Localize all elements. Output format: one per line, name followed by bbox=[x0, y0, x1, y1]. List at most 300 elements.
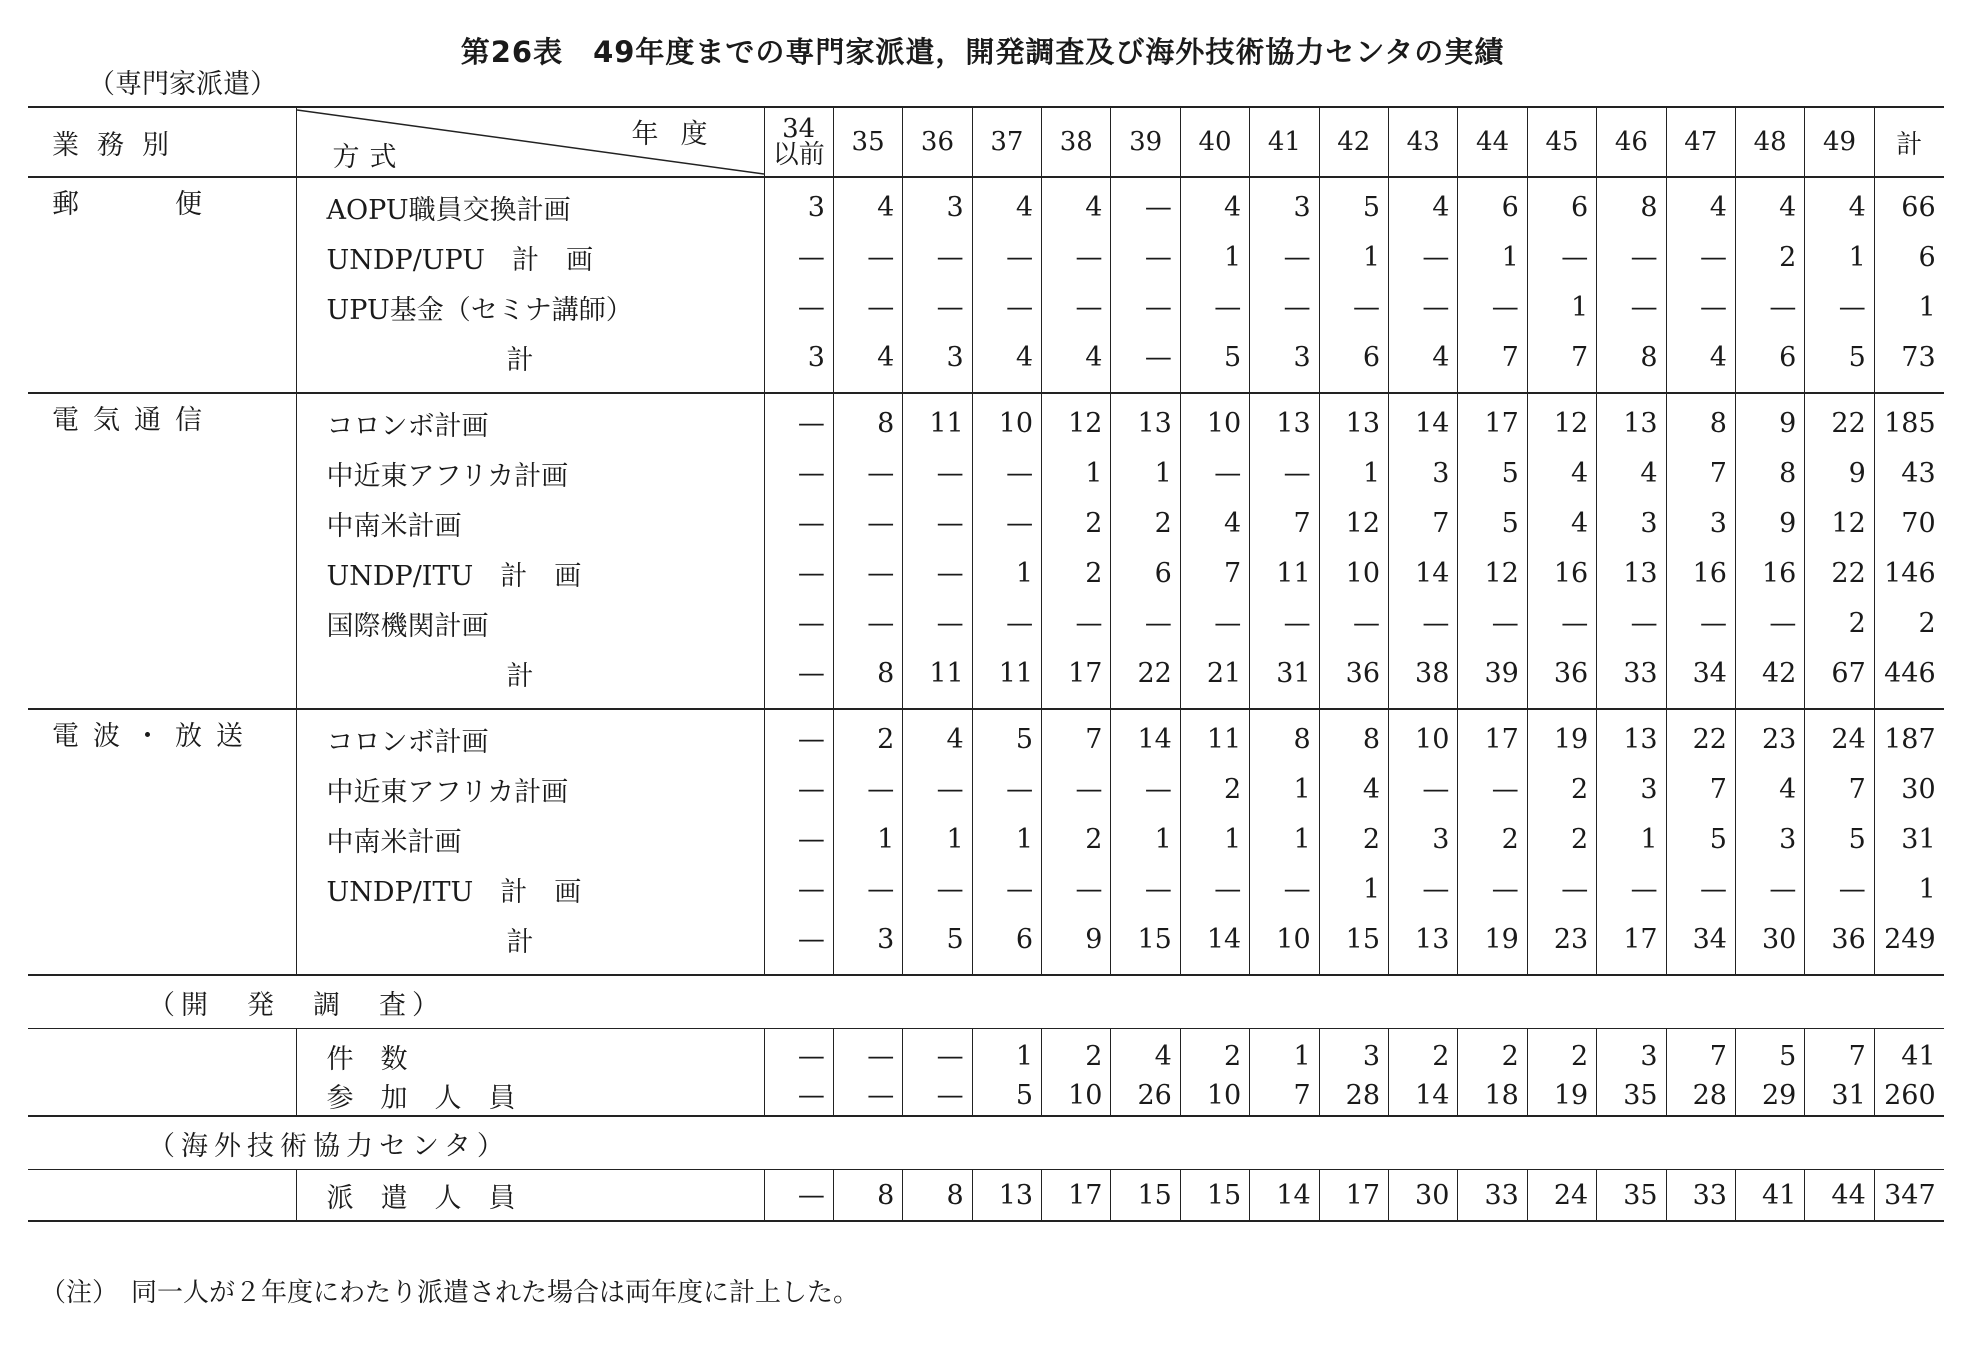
value-cell: 28 bbox=[1666, 1076, 1735, 1116]
value-cell: — bbox=[1042, 282, 1111, 332]
header-diagonal-cell bbox=[296, 107, 764, 177]
value-cell: — bbox=[903, 1029, 972, 1077]
value-cell: — bbox=[1527, 864, 1596, 914]
value-cell: — bbox=[764, 393, 833, 448]
table-row bbox=[28, 864, 1944, 914]
value-cell: — bbox=[764, 1076, 833, 1116]
value-cell: 5 bbox=[903, 914, 972, 975]
header-method-label: 方式 bbox=[332, 142, 407, 173]
section-row-center bbox=[28, 1116, 1944, 1170]
value-cell: 3 bbox=[764, 332, 833, 393]
value-cell: 21 bbox=[1180, 648, 1249, 709]
value-cell: 4 bbox=[1735, 177, 1804, 232]
value-cell: 13 bbox=[1389, 914, 1458, 975]
value-cell: 1 bbox=[1319, 232, 1388, 282]
subtotal-label: 計 bbox=[296, 332, 764, 393]
footnote: （注） 同一人が２年度にわたり派遣された場合は両年度に計上した。 bbox=[40, 1278, 860, 1308]
value-cell: 1 bbox=[1111, 448, 1180, 498]
value-cell: 4 bbox=[1666, 177, 1735, 232]
value-cell: 8 bbox=[1666, 393, 1735, 448]
value-cell: 2 bbox=[1458, 814, 1527, 864]
value-cell: 42 bbox=[1735, 648, 1804, 709]
value-cell: — bbox=[903, 448, 972, 498]
value-cell: — bbox=[764, 232, 833, 282]
value-cell: — bbox=[1597, 598, 1666, 648]
value-cell: — bbox=[972, 764, 1041, 814]
value-cell: 6 bbox=[1527, 177, 1596, 232]
method-cell: 中近東アフリカ計画 bbox=[296, 448, 764, 498]
value-cell: — bbox=[1180, 282, 1249, 332]
value-cell: 35 bbox=[1597, 1076, 1666, 1116]
subtotal-label: 計 bbox=[296, 914, 764, 975]
method-cell: 派 遣 人 員 bbox=[296, 1170, 764, 1222]
total-cell: 446 bbox=[1874, 648, 1943, 709]
value-cell: 5 bbox=[1458, 498, 1527, 548]
value-cell: 3 bbox=[1666, 498, 1735, 548]
method-cell: 参 加 人 員 bbox=[296, 1076, 764, 1116]
value-cell: — bbox=[833, 448, 902, 498]
value-cell: 33 bbox=[1458, 1170, 1527, 1222]
header-year: 43 bbox=[1389, 107, 1458, 177]
value-cell: 12 bbox=[1458, 548, 1527, 598]
method-cell: 中近東アフリカ計画 bbox=[296, 764, 764, 814]
value-cell: 1 bbox=[1319, 864, 1388, 914]
value-cell: 30 bbox=[1389, 1170, 1458, 1222]
value-cell: 1 bbox=[1180, 814, 1249, 864]
value-cell: 6 bbox=[1458, 177, 1527, 232]
value-cell: — bbox=[1597, 282, 1666, 332]
header-category: 業務別 bbox=[28, 107, 296, 177]
value-cell: 8 bbox=[833, 648, 902, 709]
value-cell: 14 bbox=[1111, 709, 1180, 764]
section-row-development bbox=[28, 975, 1944, 1029]
total-cell: 70 bbox=[1874, 498, 1943, 548]
value-cell: — bbox=[1458, 864, 1527, 914]
total-cell: 30 bbox=[1874, 764, 1943, 814]
method-cell: UNDP/ITU 計 画 bbox=[296, 864, 764, 914]
value-cell: — bbox=[1042, 598, 1111, 648]
value-cell: — bbox=[1458, 598, 1527, 648]
value-cell: 22 bbox=[1666, 709, 1735, 764]
value-cell: 11 bbox=[1180, 709, 1249, 764]
value-cell: 31 bbox=[1250, 648, 1319, 709]
value-cell: 10 bbox=[1042, 1076, 1111, 1116]
value-cell: 9 bbox=[1735, 498, 1804, 548]
value-cell: 5 bbox=[1458, 448, 1527, 498]
header-year: 47 bbox=[1666, 107, 1735, 177]
value-cell: — bbox=[1389, 232, 1458, 282]
value-cell: 17 bbox=[1042, 1170, 1111, 1222]
value-cell: 4 bbox=[972, 177, 1041, 232]
value-cell: 5 bbox=[1180, 332, 1249, 393]
value-cell: — bbox=[833, 282, 902, 332]
value-cell: 7 bbox=[1458, 332, 1527, 393]
value-cell: 1 bbox=[833, 814, 902, 864]
value-cell: 11 bbox=[1250, 548, 1319, 598]
value-cell: — bbox=[833, 548, 902, 598]
value-cell: — bbox=[903, 598, 972, 648]
value-cell: — bbox=[1389, 598, 1458, 648]
header-year: 36 bbox=[903, 107, 972, 177]
value-cell: 7 bbox=[1805, 1029, 1874, 1077]
method-cell: 件 数 bbox=[296, 1029, 764, 1077]
value-cell: 4 bbox=[1180, 498, 1249, 548]
value-cell: 1 bbox=[1042, 448, 1111, 498]
value-cell: 4 bbox=[1527, 498, 1596, 548]
value-cell: — bbox=[903, 1076, 972, 1116]
value-cell: 4 bbox=[1111, 1029, 1180, 1077]
value-cell: — bbox=[972, 598, 1041, 648]
total-cell: 2 bbox=[1874, 598, 1943, 648]
value-cell: 9 bbox=[1042, 914, 1111, 975]
table-row bbox=[28, 764, 1944, 814]
value-cell: 4 bbox=[903, 709, 972, 764]
value-cell: 15 bbox=[1180, 1170, 1249, 1222]
value-cell: 19 bbox=[1527, 709, 1596, 764]
table-row bbox=[28, 648, 1944, 709]
value-cell: — bbox=[764, 914, 833, 975]
value-cell: 4 bbox=[1042, 177, 1111, 232]
value-cell: 347 bbox=[1874, 1170, 1943, 1222]
value-cell: 18 bbox=[1458, 1076, 1527, 1116]
value-cell: 13 bbox=[1111, 393, 1180, 448]
value-cell: — bbox=[833, 232, 902, 282]
value-cell: 8 bbox=[833, 393, 902, 448]
value-cell: — bbox=[764, 814, 833, 864]
value-cell: 14 bbox=[1389, 393, 1458, 448]
value-cell: 41 bbox=[1874, 1029, 1943, 1077]
table-row bbox=[28, 332, 1944, 393]
total-cell: 146 bbox=[1874, 548, 1943, 598]
value-cell: 12 bbox=[1527, 393, 1596, 448]
value-cell: 17 bbox=[1458, 393, 1527, 448]
value-cell: 5 bbox=[972, 709, 1041, 764]
value-cell: — bbox=[972, 864, 1041, 914]
value-cell: — bbox=[903, 864, 972, 914]
header-year: 35 bbox=[833, 107, 902, 177]
value-cell: 39 bbox=[1458, 648, 1527, 709]
value-cell: 30 bbox=[1735, 914, 1804, 975]
value-cell: 2 bbox=[1180, 1029, 1249, 1077]
value-cell: 2 bbox=[1042, 498, 1111, 548]
method-cell: UPU基金（セミナ講師） bbox=[296, 282, 764, 332]
table-row bbox=[28, 393, 1944, 448]
value-cell: — bbox=[1389, 864, 1458, 914]
value-cell: 8 bbox=[833, 1170, 902, 1222]
value-cell: 2 bbox=[833, 709, 902, 764]
value-cell: 3 bbox=[1389, 814, 1458, 864]
value-cell: 3 bbox=[1250, 332, 1319, 393]
value-cell: — bbox=[1597, 232, 1666, 282]
method-cell: UNDP/UPU 計 画 bbox=[296, 232, 764, 282]
header-year: 49 bbox=[1805, 107, 1874, 177]
total-cell: 1 bbox=[1874, 864, 1943, 914]
value-cell: 2 bbox=[1527, 764, 1596, 814]
value-cell: 1 bbox=[1458, 232, 1527, 282]
value-cell: 23 bbox=[1735, 709, 1804, 764]
value-cell: 15 bbox=[1319, 914, 1388, 975]
method-cell: コロンボ計画 bbox=[296, 393, 764, 448]
value-cell: — bbox=[833, 1076, 902, 1116]
value-cell: — bbox=[1111, 332, 1180, 393]
value-cell: — bbox=[972, 232, 1041, 282]
value-cell: 1 bbox=[1250, 814, 1319, 864]
category-cell-empty bbox=[28, 1170, 296, 1222]
value-cell: 34 bbox=[1666, 648, 1735, 709]
value-cell: — bbox=[1319, 282, 1388, 332]
value-cell: 16 bbox=[1527, 548, 1596, 598]
value-cell: 4 bbox=[1597, 448, 1666, 498]
value-cell: 1 bbox=[1805, 232, 1874, 282]
table-row bbox=[28, 282, 1944, 332]
table-row bbox=[28, 1029, 1944, 1077]
value-cell: — bbox=[1527, 232, 1596, 282]
value-cell: 3 bbox=[833, 914, 902, 975]
value-cell: — bbox=[1389, 764, 1458, 814]
value-cell: — bbox=[1527, 598, 1596, 648]
value-cell: — bbox=[833, 764, 902, 814]
value-cell: — bbox=[1042, 864, 1111, 914]
section-label-development: （開 発 調 査） bbox=[28, 975, 1944, 1029]
value-cell: 15 bbox=[1111, 914, 1180, 975]
value-cell: 24 bbox=[1805, 709, 1874, 764]
value-cell: 2 bbox=[1527, 1029, 1596, 1077]
value-cell: 7 bbox=[1042, 709, 1111, 764]
value-cell: 7 bbox=[1389, 498, 1458, 548]
value-cell: 17 bbox=[1597, 914, 1666, 975]
value-cell: 5 bbox=[1319, 177, 1388, 232]
value-cell: 5 bbox=[972, 1076, 1041, 1116]
header-year: 46 bbox=[1597, 107, 1666, 177]
value-cell: 12 bbox=[1042, 393, 1111, 448]
value-cell: 15 bbox=[1111, 1170, 1180, 1222]
value-cell: 1 bbox=[972, 1029, 1041, 1077]
value-cell: — bbox=[764, 548, 833, 598]
value-cell: 17 bbox=[1042, 648, 1111, 709]
value-cell: — bbox=[764, 709, 833, 764]
value-cell: 13 bbox=[1597, 393, 1666, 448]
value-cell: 16 bbox=[1735, 548, 1804, 598]
value-cell: 7 bbox=[1666, 448, 1735, 498]
value-cell: 36 bbox=[1527, 648, 1596, 709]
value-cell: — bbox=[1111, 232, 1180, 282]
value-cell: 2 bbox=[1042, 548, 1111, 598]
value-cell: 8 bbox=[1319, 709, 1388, 764]
value-cell: 10 bbox=[1319, 548, 1388, 598]
header-year: 44 bbox=[1458, 107, 1527, 177]
value-cell: 14 bbox=[1180, 914, 1249, 975]
value-cell: 36 bbox=[1805, 914, 1874, 975]
value-cell: 35 bbox=[1597, 1170, 1666, 1222]
value-cell: 7 bbox=[1805, 764, 1874, 814]
value-cell: — bbox=[764, 598, 833, 648]
value-cell: 16 bbox=[1666, 548, 1735, 598]
value-cell: 4 bbox=[1389, 177, 1458, 232]
value-cell: — bbox=[1250, 282, 1319, 332]
value-cell: 10 bbox=[1389, 709, 1458, 764]
value-cell: — bbox=[1250, 448, 1319, 498]
header-year: 40 bbox=[1180, 107, 1249, 177]
value-cell: 5 bbox=[1805, 332, 1874, 393]
total-cell: 1 bbox=[1874, 282, 1943, 332]
value-cell: 7 bbox=[1250, 498, 1319, 548]
value-cell: 1 bbox=[972, 814, 1041, 864]
value-cell: 1 bbox=[1250, 764, 1319, 814]
value-cell: 19 bbox=[1527, 1076, 1596, 1116]
category-cell-empty bbox=[28, 1029, 296, 1077]
value-cell: — bbox=[764, 498, 833, 548]
value-cell: 4 bbox=[1042, 332, 1111, 393]
header-year-label: 年度 bbox=[631, 119, 730, 150]
value-cell: 2 bbox=[1180, 764, 1249, 814]
value-cell: 5 bbox=[1735, 1029, 1804, 1077]
value-cell: — bbox=[1735, 864, 1804, 914]
value-cell: — bbox=[833, 864, 902, 914]
value-cell: 2 bbox=[1805, 598, 1874, 648]
value-cell: 9 bbox=[1735, 393, 1804, 448]
value-cell: — bbox=[972, 498, 1041, 548]
table-row bbox=[28, 598, 1944, 648]
value-cell: 4 bbox=[1527, 448, 1596, 498]
value-cell: 23 bbox=[1527, 914, 1596, 975]
method-cell: 国際機関計画 bbox=[296, 598, 764, 648]
value-cell: 2 bbox=[1735, 232, 1804, 282]
table-row bbox=[28, 1170, 1944, 1222]
value-cell: 3 bbox=[1597, 1029, 1666, 1077]
value-cell: — bbox=[1458, 764, 1527, 814]
value-cell: 11 bbox=[972, 648, 1041, 709]
subtotal-label: 計 bbox=[296, 648, 764, 709]
value-cell: 3 bbox=[903, 332, 972, 393]
value-cell: 11 bbox=[903, 648, 972, 709]
table-row bbox=[28, 814, 1944, 864]
value-cell: 10 bbox=[1180, 393, 1249, 448]
value-cell: 26 bbox=[1111, 1076, 1180, 1116]
value-cell: 1 bbox=[1597, 814, 1666, 864]
value-cell: 8 bbox=[1250, 709, 1319, 764]
value-cell: — bbox=[764, 1170, 833, 1222]
value-cell: — bbox=[1389, 282, 1458, 332]
value-cell: — bbox=[764, 764, 833, 814]
value-cell: 1 bbox=[972, 548, 1041, 598]
table-body bbox=[28, 177, 1944, 1221]
value-cell: — bbox=[1735, 282, 1804, 332]
header-year: 48 bbox=[1735, 107, 1804, 177]
method-cell: 中南米計画 bbox=[296, 814, 764, 864]
value-cell: 13 bbox=[972, 1170, 1041, 1222]
value-cell: — bbox=[1666, 282, 1735, 332]
value-cell: — bbox=[903, 282, 972, 332]
value-cell: — bbox=[903, 498, 972, 548]
value-cell: 7 bbox=[1666, 764, 1735, 814]
value-cell: 6 bbox=[1111, 548, 1180, 598]
value-cell: — bbox=[1250, 864, 1319, 914]
total-cell: 66 bbox=[1874, 177, 1943, 232]
value-cell: 14 bbox=[1250, 1170, 1319, 1222]
value-cell: 4 bbox=[1389, 332, 1458, 393]
header-total: 計 bbox=[1874, 107, 1943, 177]
value-cell: 7 bbox=[1250, 1076, 1319, 1116]
method-cell: 中南米計画 bbox=[296, 498, 764, 548]
value-cell: 24 bbox=[1527, 1170, 1596, 1222]
total-cell: 6 bbox=[1874, 232, 1943, 282]
value-cell: 6 bbox=[972, 914, 1041, 975]
value-cell: — bbox=[1042, 232, 1111, 282]
value-cell: 2 bbox=[1042, 814, 1111, 864]
value-cell: 38 bbox=[1389, 648, 1458, 709]
value-cell: 3 bbox=[1735, 814, 1804, 864]
table-row bbox=[28, 914, 1944, 975]
value-cell: 10 bbox=[1250, 914, 1319, 975]
value-cell: 19 bbox=[1458, 914, 1527, 975]
value-cell: — bbox=[1111, 764, 1180, 814]
value-cell: 36 bbox=[1319, 648, 1388, 709]
value-cell: 260 bbox=[1874, 1076, 1943, 1116]
value-cell: — bbox=[1735, 598, 1804, 648]
value-cell: 4 bbox=[1805, 177, 1874, 232]
value-cell: — bbox=[1180, 864, 1249, 914]
value-cell: 1 bbox=[1250, 1029, 1319, 1077]
value-cell: 3 bbox=[1389, 448, 1458, 498]
value-cell: 34 bbox=[1666, 914, 1735, 975]
section-label-expert: （専門家派遣） bbox=[88, 69, 277, 100]
value-cell: 7 bbox=[1527, 332, 1596, 393]
value-cell: 5 bbox=[1805, 814, 1874, 864]
value-cell: 7 bbox=[1666, 1029, 1735, 1077]
value-cell: 17 bbox=[1458, 709, 1527, 764]
table-title: 第26表 49年度までの専門家派遣，開発調査及び海外技術協力センタの実績 bbox=[460, 35, 1505, 69]
header-row bbox=[28, 107, 1944, 177]
value-cell: 1 bbox=[1180, 232, 1249, 282]
total-cell: 185 bbox=[1874, 393, 1943, 448]
value-cell: — bbox=[1805, 864, 1874, 914]
value-cell: 4 bbox=[1319, 764, 1388, 814]
value-cell: — bbox=[764, 648, 833, 709]
value-cell: 33 bbox=[1597, 648, 1666, 709]
table-row bbox=[28, 448, 1944, 498]
header-year: 41 bbox=[1250, 107, 1319, 177]
value-cell: — bbox=[1458, 282, 1527, 332]
value-cell: — bbox=[1042, 764, 1111, 814]
header-year: 45 bbox=[1527, 107, 1596, 177]
value-cell: 11 bbox=[903, 393, 972, 448]
value-cell: — bbox=[1597, 864, 1666, 914]
value-cell: — bbox=[1111, 282, 1180, 332]
category-cell: 電波・放送 bbox=[28, 709, 296, 975]
total-cell: 249 bbox=[1874, 914, 1943, 975]
value-cell: 33 bbox=[1666, 1170, 1735, 1222]
total-cell: 43 bbox=[1874, 448, 1943, 498]
value-cell: — bbox=[1666, 598, 1735, 648]
value-cell: 28 bbox=[1319, 1076, 1388, 1116]
header-year: 37 bbox=[972, 107, 1041, 177]
value-cell: 6 bbox=[1735, 332, 1804, 393]
value-cell: 3 bbox=[764, 177, 833, 232]
table-row bbox=[28, 709, 1944, 764]
value-cell: — bbox=[903, 548, 972, 598]
value-cell: 7 bbox=[1180, 548, 1249, 598]
value-cell: — bbox=[1180, 448, 1249, 498]
value-cell: 13 bbox=[1597, 548, 1666, 598]
value-cell: — bbox=[903, 232, 972, 282]
total-cell: 73 bbox=[1874, 332, 1943, 393]
value-cell: 13 bbox=[1319, 393, 1388, 448]
value-cell: 6 bbox=[1319, 332, 1388, 393]
value-cell: 9 bbox=[1805, 448, 1874, 498]
value-cell: — bbox=[764, 282, 833, 332]
value-cell: 67 bbox=[1805, 648, 1874, 709]
value-cell: 4 bbox=[1666, 332, 1735, 393]
